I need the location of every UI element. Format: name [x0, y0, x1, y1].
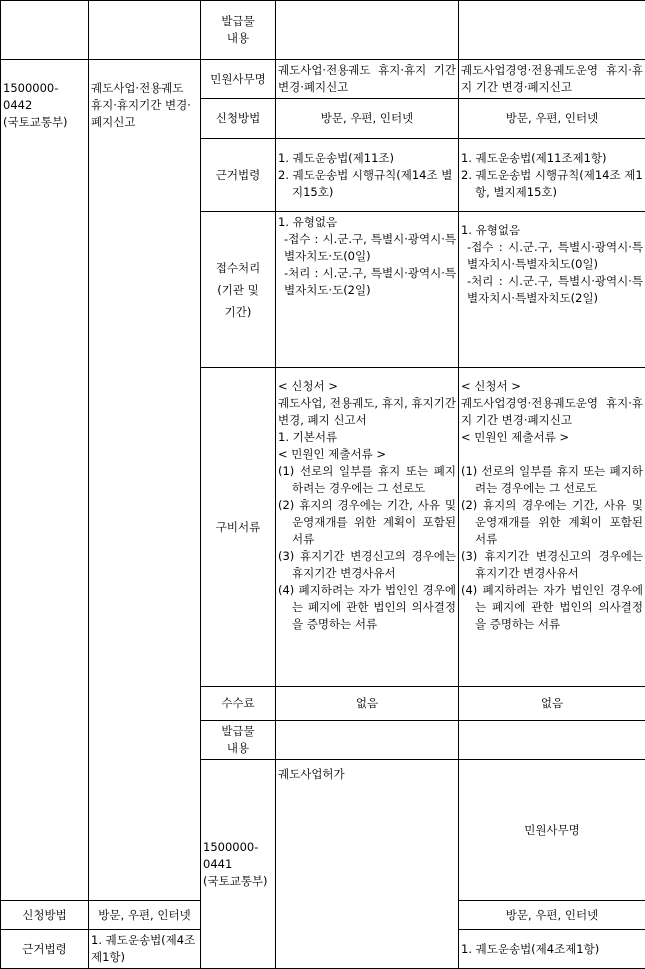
s1-issued-content-label: 발급물 내용 — [201, 1, 276, 60]
s1-method-a: 방문, 우편, 인터넷 — [276, 99, 459, 139]
s2-issued-content-label: 발급물 내용 — [201, 721, 276, 760]
s1-name-cell: 궤도사업·전용궤도 휴지·휴지기간 변경·폐지신고 — [89, 60, 201, 901]
s2-office-name-label: 민원사무명 — [459, 760, 645, 901]
s2-issued-content-b — [459, 721, 645, 760]
s2-name-cell: 궤도사업허가 — [276, 760, 459, 969]
s2-code-cell: 1500000-0441 (국토교통부) — [201, 760, 276, 969]
s2-legal-basis-a: 1. 궤도운송법(제4조제1항) — [89, 930, 201, 969]
s1-fee-label: 수수료 — [201, 687, 276, 721]
s1-office-name-a: 궤도사업·전용궤도 휴지·휴지 기간 변경·폐지신고 — [276, 60, 459, 99]
s2-method-label: 신청방법 — [1, 901, 89, 930]
s1-method-label: 신청방법 — [201, 99, 276, 139]
s2-issued-content-a — [276, 721, 459, 760]
s1-legal-basis-b: 1. 궤도운송법(제11조제1항) 2. 궤도운송법 시행규칙(제14조 제1항, 별지제15호) — [459, 139, 645, 212]
s2-legal-basis-label: 근거법령 — [1, 930, 89, 969]
s1-documents-label: 구비서류 — [201, 368, 276, 687]
s1-processing-a: 1. 유형없음 -접수 : 시.군.구, 특별시·광역시·특별자치도·도(0일) -처리 : 시.군.구, 특별시·광역시·특별자치도·도(2일) — [276, 212, 459, 368]
s1-legal-basis-label: 근거법령 — [201, 139, 276, 212]
s1-method-b: 방문, 우편, 인터넷 — [459, 99, 645, 139]
s1-documents-a: < 신청서 > 궤도사업, 전용궤도, 휴지, 휴지기간변경, 폐지 신고서 1. 기본서류 < 민원인 제출서류 > (1) 선로의 일부를 휴지 또는 폐지하려는 경우에는 그 선로도 (2) 휴지의 경우에는 기간, 사유 및 운영재개를 위한 계획이 포함된 서류 (3) 휴지기간 변경신고의 경우에는 휴지기간 변경사유서 (4) 폐지하려는 자가 법인인 경우에는 폐지에 관한 법인의 의사결정을 증명하는 서류 — [276, 368, 459, 687]
s1-code-cell: 1500000-0442 (국토교통부) — [1, 60, 89, 901]
s1-legal-basis-a: 1. 궤도운송법(제11조) 2. 궤도운송법 시행규칙(제14조 별지15호) — [276, 139, 459, 212]
s1-processing-b: 1. 유형없음 -접수 : 시.군.구, 특별시·광역시·특별자치시·특별자치도(0일) -처리 : 시.군.구, 특별시·광역시·특별자치시·특별자치도(2일) — [459, 212, 645, 368]
s1-issued-content-b — [459, 1, 645, 60]
s1-fee-b: 없음 — [459, 687, 645, 721]
s1-fee-a: 없음 — [276, 687, 459, 721]
s1-processing-label: 접수처리 (기관 및 기간) — [201, 212, 276, 368]
s1-name-blank-cell — [89, 1, 201, 60]
s1-office-name-row — [1, 60, 645, 99]
s2-legal-basis-b: 1. 궤도운송법(제4조제1항) — [459, 930, 645, 969]
s1-issued-content-a — [276, 1, 459, 60]
s1-documents-b: < 신청서 > 궤도사업경영·전용궤도운영 휴지·휴지 기간 변경·폐지신고 < 민원인 제출서류 > (1) 선로의 일부를 휴지 또는 폐지하려는 경우에는 그 선로도 (2) 휴지의 경우에는 기간, 사유 및 운영재개를 위한 계획이 포함된 서류 (3) 휴지기간 변경신고의 경우에는 휴지기간 변경사유서 (4) 폐지하려는 자가 법인인 경우에는 폐지에 관한 법인의 의사결정을 증명하는 서류 — [459, 368, 645, 687]
s1-code-blank-cell — [1, 1, 89, 60]
s1-office-name-label: 민원사무명 — [201, 60, 276, 99]
s2-method-a: 방문, 우편, 인터넷 — [89, 901, 201, 930]
s1-issued-content-row — [1, 1, 645, 60]
s2-method-b: 방문, 우편, 인터넷 — [459, 901, 645, 930]
s1-office-name-b: 궤도사업경영·전용궤도운영 휴지·휴지 기간 변경·폐지신고 — [459, 60, 645, 99]
